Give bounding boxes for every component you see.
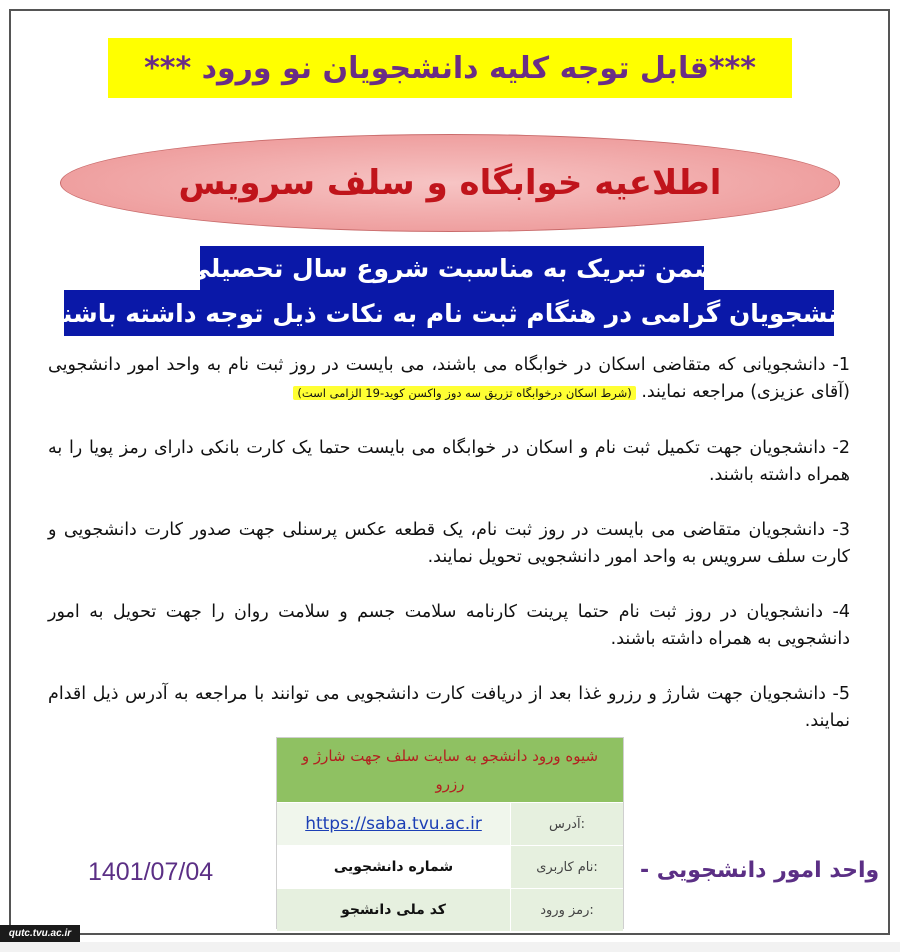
- list-item: [48, 681, 850, 735]
- intro-line-1: [185, 246, 719, 290]
- list-item: [48, 599, 850, 653]
- bottom-strip: [0, 942, 900, 952]
- attention-banner-text: ***قابل توجه کلیه دانشجویان نو ورود ***: [144, 50, 756, 86]
- table-row: [277, 845, 623, 888]
- notice-items: [48, 352, 850, 763]
- password-label: :رمز ورود: [510, 889, 623, 931]
- notice-title: اطلاعیه خوابگاه و سلف سرویس: [178, 163, 722, 203]
- title-ellipse: [60, 134, 840, 232]
- item-1-text: 1- دانشجویانی که متقاضی اسکان در خوابگاه می باشند، می بایست در روز ثبت نام به واحد امور دانشجویی (آقای عزیزی) مراجعه نمایند.: [48, 355, 850, 402]
- item-3-text: 3- دانشجویان متقاضی می بایست در روز ثبت نام، یک قطعه عکس پرسنلی جهت صدور کارت دانشجویی و کارت سلف سرویس به واحد امور دانشجویی تحویل نمایند.: [48, 520, 850, 567]
- password-value: کد ملی دانشجو: [277, 889, 510, 931]
- list-item: [48, 517, 850, 571]
- login-info-box: [276, 737, 624, 929]
- self-service-link[interactable]: https://saba.tvu.ac.ir: [305, 814, 482, 834]
- intro-line-1-text: ضمن تبریک به مناسبت شروع سال تحصیلی: [185, 253, 719, 283]
- site-watermark: qutc.tvu.ac.ir: [0, 925, 80, 942]
- issuing-office: واحد امور دانشجویی -: [640, 858, 880, 883]
- vaccine-note: (شرط اسکان درخوابگاه تزریق سه دوز واکسن کوید-19 الزامی است): [293, 386, 635, 400]
- item-5-text: 5- دانشجویان جهت شارژ و رزرو غذا بعد از دریافت کارت دانشجویی می توانند با مراجعه به آدرس ذیل اقدام نمایند.: [48, 684, 850, 731]
- address-cell: [277, 803, 510, 845]
- list-item: [48, 352, 850, 407]
- address-label: :آدرس: [510, 803, 623, 845]
- item-2-text: 2- دانشجویان جهت تکمیل ثبت نام و اسکان در خوابگاه می بایست حتما یک کارت بانکی دارای رمز پویا را به همراه داشته باشند.: [48, 438, 850, 485]
- attention-banner: [108, 38, 792, 98]
- username-value: شماره دانشجویی: [277, 846, 510, 888]
- intro-line-2-text: دانشجویان گرامی در هنگام ثبت نام به نکات ذیل توجه داشته باشند.: [39, 298, 859, 328]
- login-box-heading: شیوه ورود دانشجو به سایت سلف جهت شارژ و رزرو: [277, 738, 623, 802]
- item-4-text: 4- دانشجویان در روز ثبت نام حتما پرینت کارنامه سلامت جسم و سلامت روان را جهت تحویل به امور دانشجویی به همراه داشته باشند.: [48, 602, 850, 649]
- table-row: [277, 802, 623, 845]
- list-item: [48, 435, 850, 489]
- intro-line-2: [39, 290, 859, 336]
- username-label: :نام کاربری: [510, 846, 623, 888]
- table-row: [277, 888, 623, 931]
- notice-date: 1401/07/04: [88, 858, 214, 886]
